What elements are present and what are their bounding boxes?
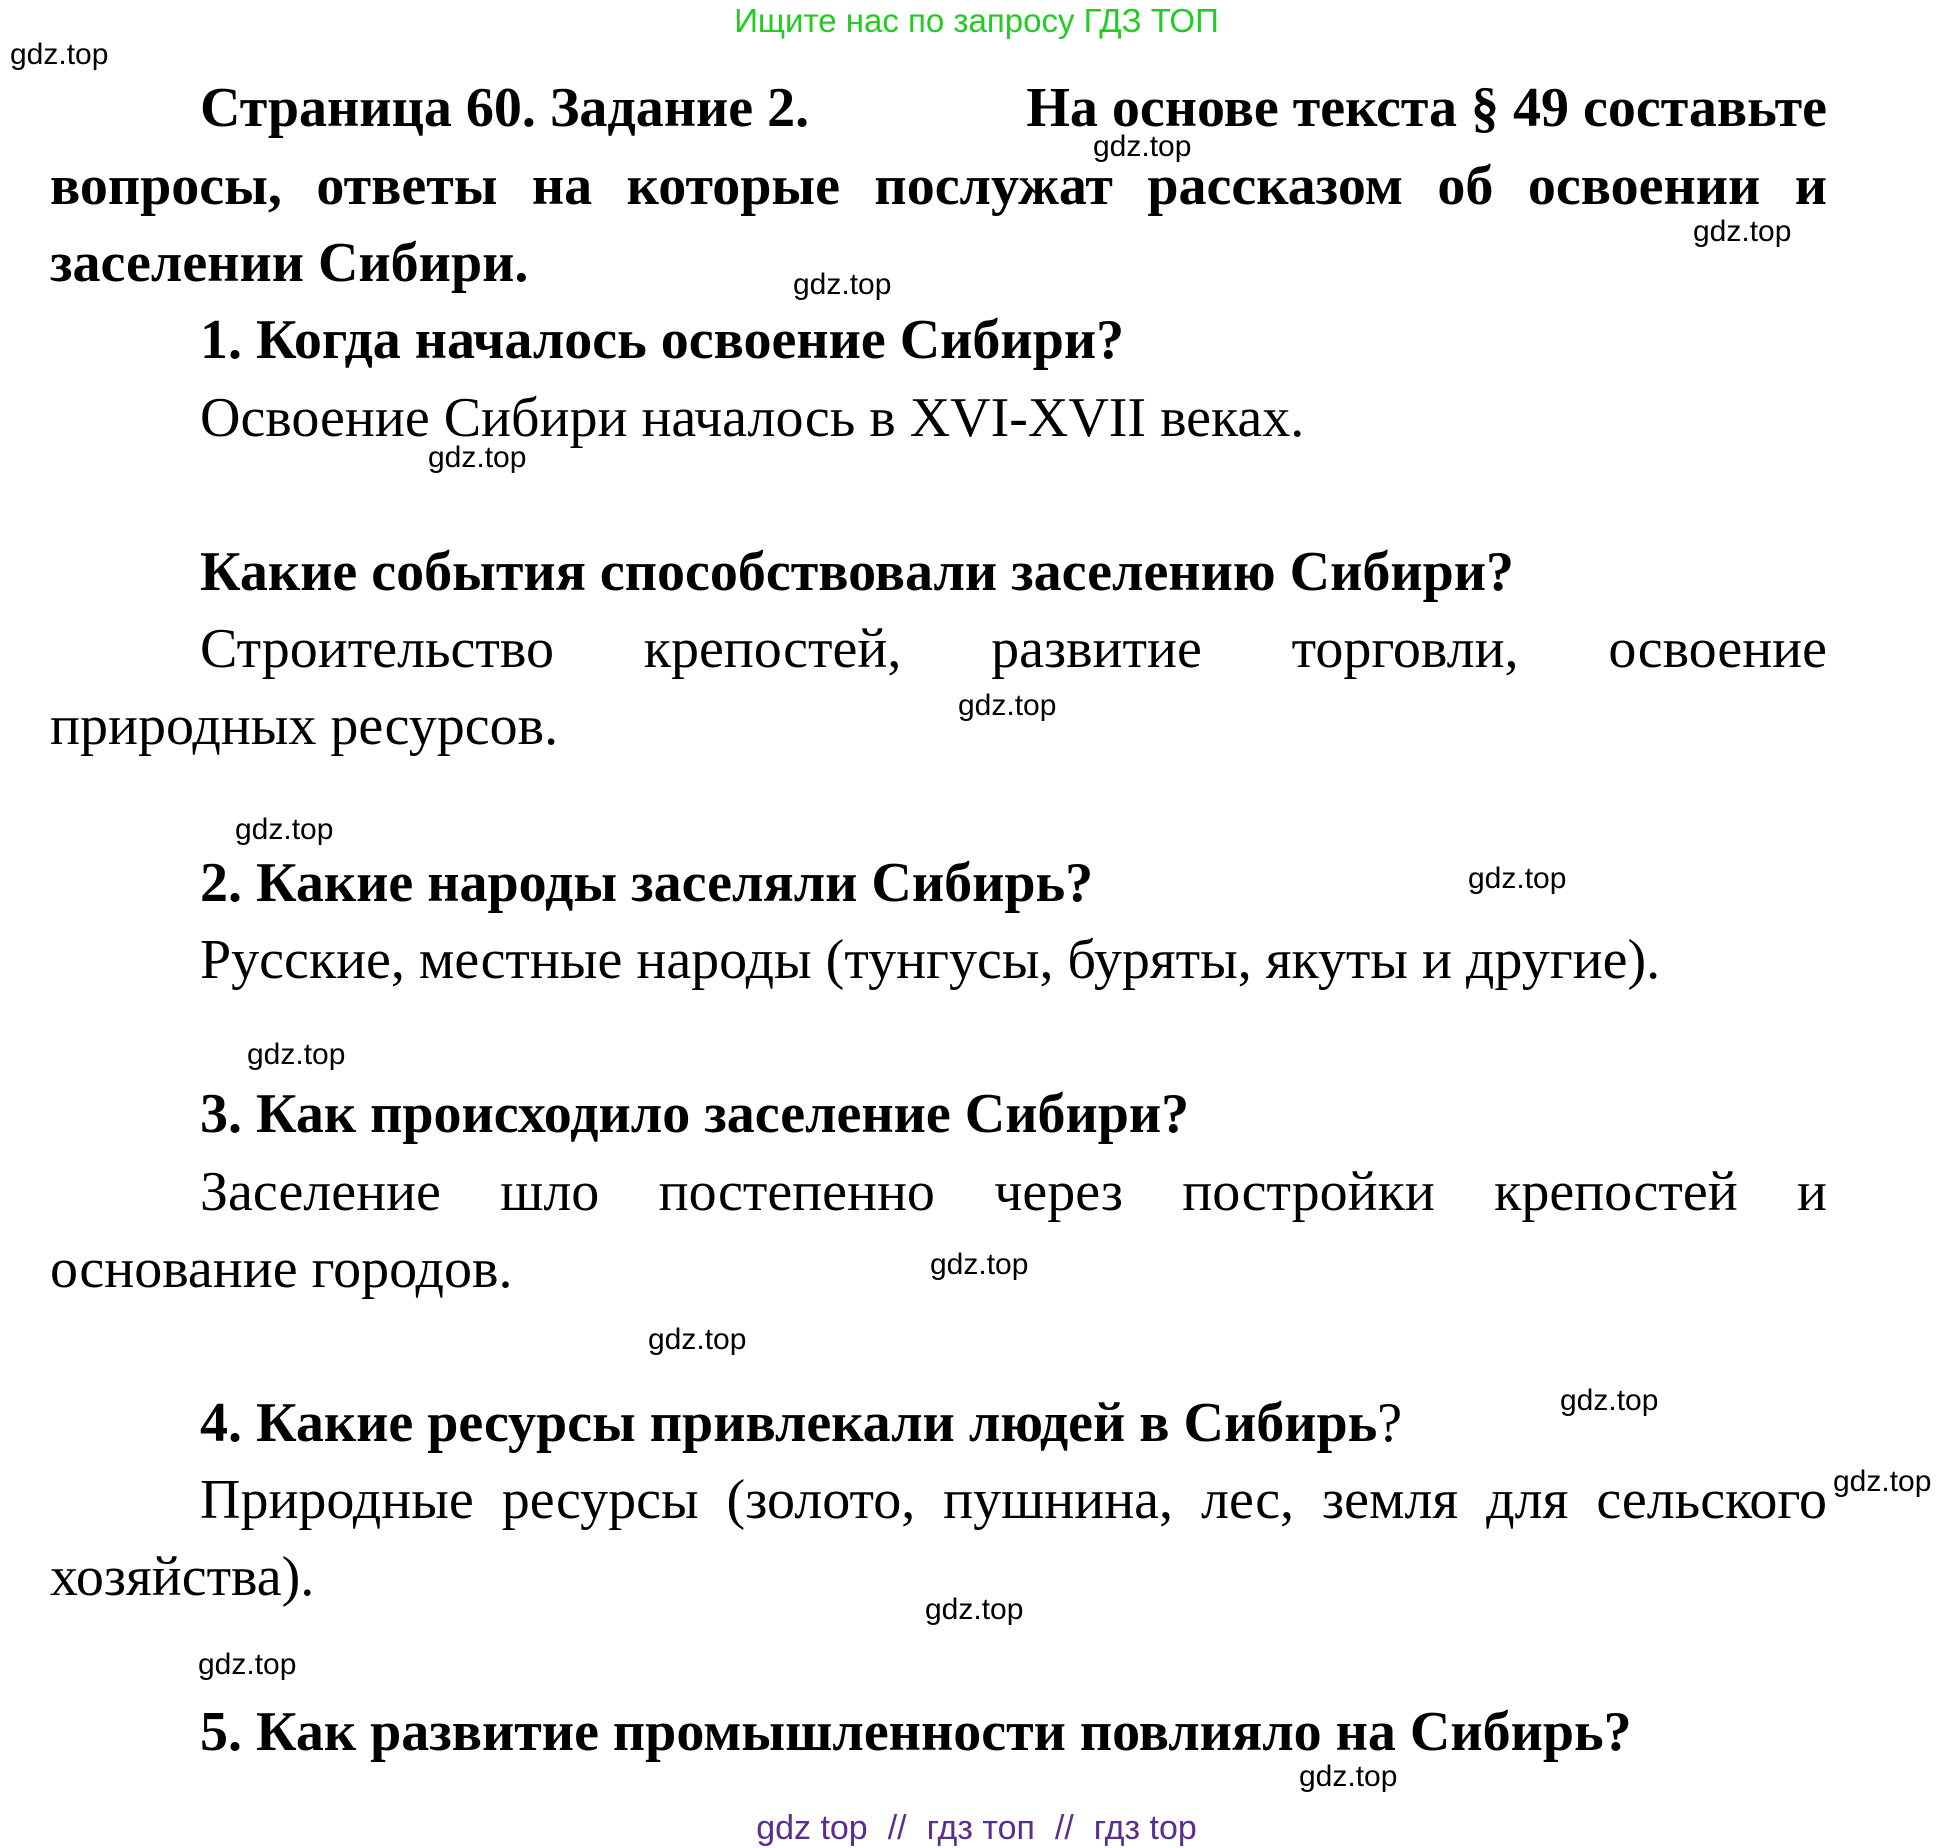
instruction-line-2: вопросы, ответы на которые послужат рассказом об освоении и <box>50 155 1827 217</box>
question-4-mark: ? <box>1377 1392 1403 1454</box>
question-5: 5. Как развитие промышленности повлияло на Сибирь? <box>200 1701 1632 1763</box>
watermark: gdz.top <box>1693 215 1792 248</box>
footer-separator: // <box>1054 1809 1074 1847</box>
footer-separator: // <box>887 1809 907 1847</box>
watermark: gdz.top <box>793 268 892 301</box>
instruction-line-3: заселении Сибири. <box>50 232 529 294</box>
footer-part-3: гдз top <box>1093 1809 1197 1847</box>
watermark: gdz.top <box>428 441 527 474</box>
watermark: gdz.top <box>925 1593 1024 1626</box>
question-1: 1. Когда началось освоение Сибири? <box>200 309 1125 371</box>
watermark: gdz.top <box>1093 130 1192 163</box>
watermark: gdz.top <box>648 1323 747 1356</box>
answer-events-line-1: Строительство крепостей, развитие торговли, освоение <box>200 618 1827 680</box>
watermark: gdz.top <box>930 1248 1029 1281</box>
heading-line-1 <box>200 76 1827 140</box>
watermark: gdz.top <box>1468 862 1567 895</box>
answer-2: Русские, местные народы (тунгусы, буряты, якуты и другие). <box>200 929 1661 991</box>
answer-3-line-1: Заселение шло постепенно через постройки крепостей и <box>200 1161 1827 1223</box>
top-banner: Ищите нас по запросу ГДЗ ТОП <box>734 2 1219 39</box>
instruction-line-1: На основе текста § 49 составьте <box>1026 77 1827 139</box>
watermark: gdz.top <box>235 813 334 846</box>
watermark: gdz.top <box>198 1648 297 1681</box>
watermark: gdz.top <box>958 689 1057 722</box>
watermark: gdz.top <box>1560 1384 1659 1417</box>
watermark: gdz.top <box>1299 1760 1398 1793</box>
footer-part-2: гдз топ <box>926 1809 1035 1847</box>
answer-4-line-1: Природные ресурсы (золото, пушнина, лес, земля для сельского <box>200 1469 1827 1531</box>
answer-1: Освоение Сибири началось в XVI-XVII веках. <box>200 387 1305 449</box>
answer-3-line-2: основание городов. <box>50 1238 513 1300</box>
question-2: 2. Какие народы заселяли Сибирь? <box>200 852 1094 914</box>
question-3: 3. Как происходило заселение Сибири? <box>200 1083 1190 1145</box>
question-events: Какие события способствовали заселению Сибири? <box>200 541 1515 603</box>
answer-4-line-2: хозяйства). <box>50 1546 315 1608</box>
watermark: gdz.top <box>1833 1465 1932 1498</box>
footer <box>0 1808 1953 1848</box>
answer-events-line-2: природных ресурсов. <box>50 695 559 757</box>
footer-part-1: gdz top <box>756 1809 868 1847</box>
watermark: gdz.top <box>10 38 109 71</box>
page-task-title: Страница 60. Задание 2. <box>200 77 810 139</box>
question-4-text: 4. Какие ресурсы привлекали людей в Сибирь <box>200 1392 1378 1454</box>
watermark: gdz.top <box>247 1038 346 1071</box>
question-4 <box>50 1391 1827 1455</box>
